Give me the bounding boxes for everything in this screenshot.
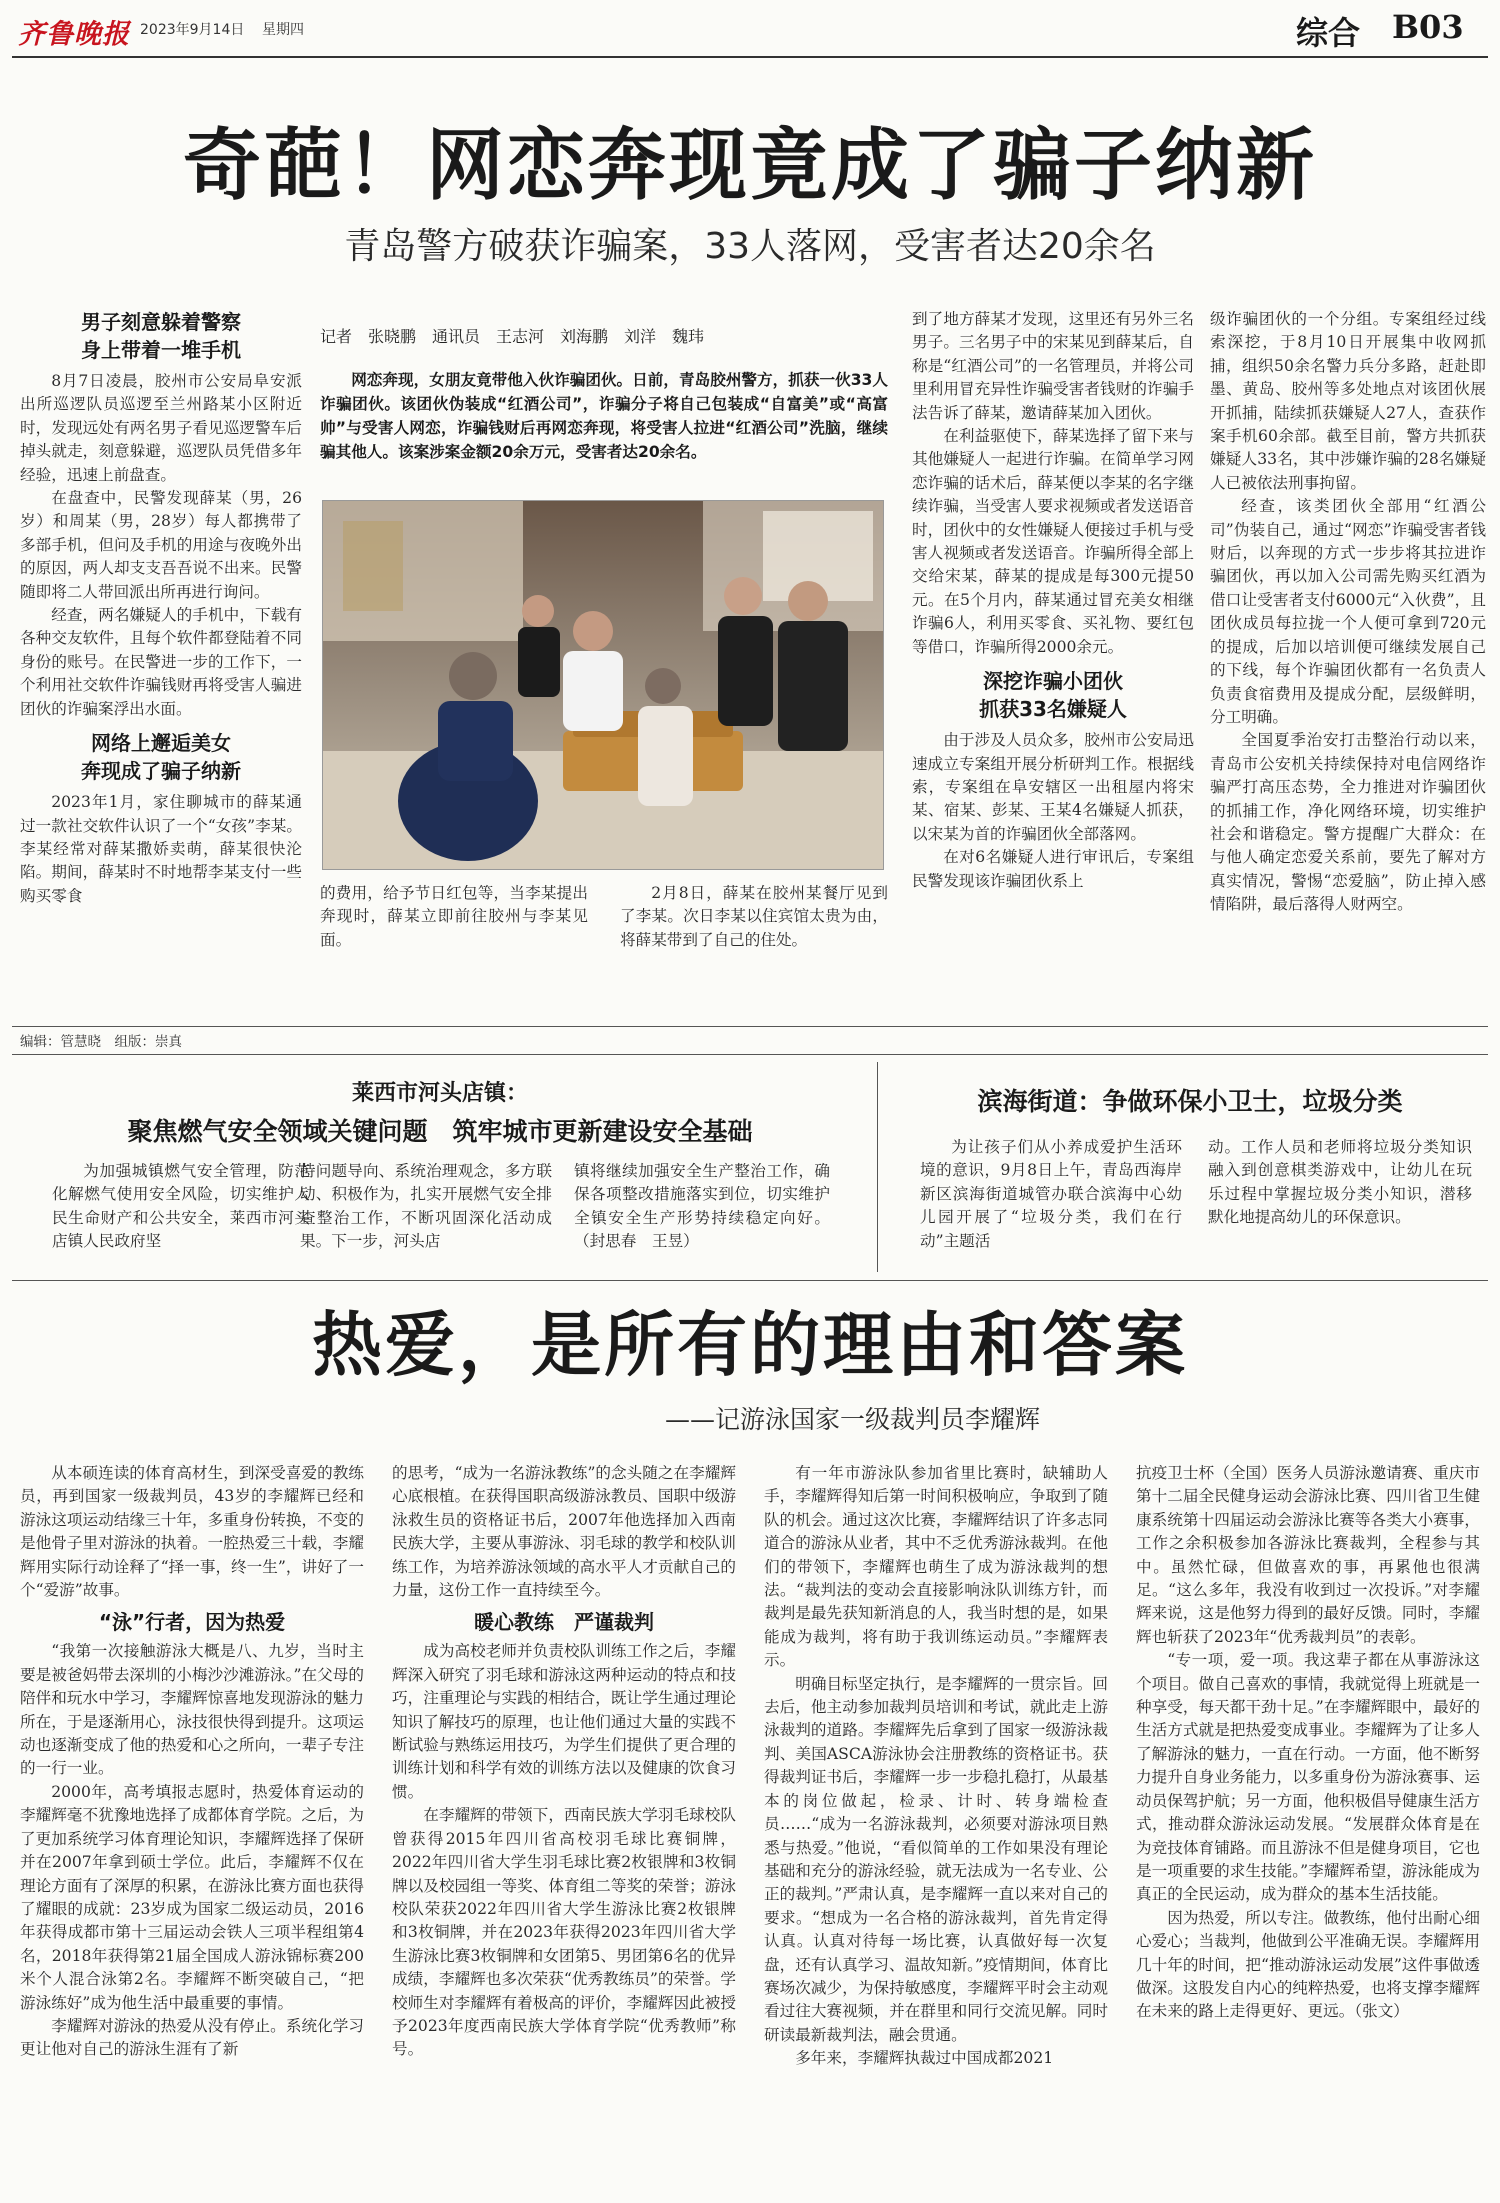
- article2-headline: 聚焦燃气安全领域关键问题 筑牢城市更新建设安全基础: [127, 1117, 753, 1146]
- article1-paragraph: 全国夏季治安打击整治行动以来，青岛市公安机关持续保持对电信网络诈骗严打高压态势，全力推进对诈骗团伙的抓捕工作，净化网络环境，切实维护社会和谐稳定。警方提醒广大群众：在与他人确定恋爱关系前，要先了解对方真实情况，警惕“恋爱脑”，防止掉入感情陷阱，最后落得人财两空。: [1210, 731, 1486, 914]
- article2-column-1: [52, 1160, 310, 1254]
- article4-column-1: [20, 1462, 364, 2062]
- article1-byline: 记者 张晓鹏 通讯员 王志河 刘海鹏 刘洋 魏玮: [320, 327, 705, 346]
- section-divider: [12, 1280, 1488, 1281]
- article1-column-1: [20, 308, 302, 908]
- article1-headline: 奇葩！网恋奔现竟成了骗子纳新: [182, 120, 1317, 211]
- article4-column-3: [764, 1462, 1108, 2071]
- article4-paragraph: 明确目标坚定执行，是李耀辉的一贯宗旨。回去后，他主动参加裁判员培训和考试，就此走上游泳裁判的道路。李耀辉先后拿到了国家一级游泳裁判、美国ASCA游泳协会注册教练的资格证书。获得裁判证书后，李耀辉一步一步稳扎稳打，从最基本的岗位做起，检录、计时、转身端检查员……“成为一名游泳裁判，必须要对游泳项目熟悉与热爱。”他说，“看似简单的工作如果没有理论基础和充分的游泳经验，就无法成为一名专业、公正的裁判。”严肃认真，是李耀辉一直以来对自己的要求。“想成为一名合格的游泳裁判，首先肯定得认真。认真对待每一场比赛，认真做好每一次复盘，还有认真学习、温故知新。”疫情期间，体育比赛场次减少，为保持敏感度，李耀辉平时会主动观看过往大赛视频，并在群里和同行交流见解。同时研读最新裁判法，融会贯通。: [764, 1674, 1108, 2044]
- article2-paragraph: 为加强城镇燃气安全管理，防范化解燃气使用安全风险，切实维护人民生命财产和公共安全，莱西市河头店镇人民政府坚: [52, 1162, 310, 1251]
- section-divider: [12, 1026, 1488, 1027]
- article1-paragraph: 在盘查中，民警发现薛某（男，26岁）和周某（男，28岁）每人都携带了多部手机，但问及手机的用途与夜晚外出的原因，两人却支支吾吾说不出来。民警随即将二人带回派出所再进行询问。: [20, 489, 302, 601]
- news-photo: [322, 500, 884, 870]
- section-name: 综合: [1296, 14, 1361, 52]
- article4-subheadline: ——记游泳国家一级裁判员李耀辉: [664, 1405, 1040, 1434]
- article1-paragraph: 2月8日，薛某在胶州某餐厅见到了李某。次日李某以住宾馆太贵为由，将薛某带到了自己的住处。: [620, 884, 888, 949]
- article3-paragraph: 为让孩子们从小养成爱护生活环境的意识，9月8日上午，青岛西海岸新区滨海街道城管办联合滨海中心幼儿园开展了“垃圾分类，我们在行动”主题活: [920, 1138, 1182, 1250]
- article3-headline: 滨海街道：争做环保小卫士，垃圾分类: [977, 1087, 1403, 1116]
- article1-paragraph: 的费用，给予节日红包等，当李某提出奔现时，薛某立即前往胶州与李某见面。: [320, 884, 588, 949]
- article4-paragraph: 多年来，李耀辉执裁过中国成都2021: [795, 2049, 1054, 2068]
- article1-lead: 网恋奔现，女朋友竟带他入伙诈骗团伙。日前，青岛胶州警方，抓获一伙33人诈骗团伙。该团伙伪装成“红酒公司”，诈骗分子将自己包装成“自富美”或“高富帅”与受害人网恋，诈骗钱财后再网恋奔现，将受害人拉进“红酒公司”洗脑，继续骗其他人。该案涉案金额20余万元，受害者达20余名。: [320, 371, 888, 461]
- page-number: B03: [1392, 8, 1464, 46]
- article1-column-5: [1210, 308, 1486, 917]
- article2-column-3: [574, 1160, 830, 1254]
- article1-paragraph: 经查，两名嫌疑人的手机中，下载有各种交友软件，且每个软件都登陆着不同身份的账号。在民警进一步的工作下，一个利用社交软件诈骗钱财再将受害人骗进团伙的诈骗案浮出水面。: [20, 606, 302, 718]
- article1-subhead-2: 网络上邂逅美女 奔现成了骗子纳新: [81, 731, 241, 784]
- article1-below-photo-right: [620, 882, 888, 952]
- masthead-rule: [12, 56, 1488, 58]
- article2-paragraph: 镇将继续加强安全生产整治工作，确保各项整改措施落实到位，切实维护全镇安全生产形势持续稳定向好。（封思春 王昱）: [574, 1162, 830, 1251]
- photo-illustration: [323, 501, 884, 870]
- article1-paragraph: 2023年1月，家住聊城市的薛某通过一款社交软件认识了一个“女孩”李某。李某经常对薛某撒娇卖萌，薛某很快沦陷。期间，薛某时不时地帮李某支付一些购买零食: [20, 793, 302, 905]
- article1-paragraph: 到了地方薛某才发现，这里还有另外三名男子。三名男子中的宋某见到薛某后，自称是“红酒公司”的一名管理员，并将公司里利用冒充异性诈骗受害者钱财的诈骗手法告诉了薛某，邀请薛某加入团伙。: [912, 310, 1194, 422]
- article1-column-4: [912, 308, 1194, 893]
- article3-column-1: [920, 1136, 1182, 1253]
- article4-paragraph: 在李耀辉的带领下，西南民族大学羽毛球校队曾获得2015年四川省高校羽毛球比赛铜牌，2022年四川省大学生羽毛球比赛2枚银牌和3枚铜牌以及校园组一等奖、体育组二等奖的荣誉；游泳校队荣获2022年四川省大学生游泳比赛2枚银牌和3枚铜牌，并在2023年获得2023年四川省大学生游泳比赛3枚铜牌和女团第5、男团第6名的优异成绩，李耀辉也多次荣获“优秀教练员”的荣誉。学校师生对李耀辉有着极高的评价，李耀辉因此被授予2023年度西南民族大学体育学院“优秀教师”称号。: [392, 1806, 736, 2059]
- article4-paragraph: 从本硕连读的体育高材生，到深受喜爱的教练员，再到国家一级裁判员，43岁的李耀辉已经和游泳这项运动结缘三十年，多重身份转换，不变的是他骨子里对游泳的执着。一腔热爱三十载，李耀辉用实际行动诠释了“择一事，终一生”，讲好了一个“爱游”故事。: [20, 1464, 364, 1600]
- article4-paragraph: 成为高校老师并负责校队训练工作之后，李耀辉深入研究了羽毛球和游泳这两种运动的特点和技巧，注重理论与实践的相结合，既让学生通过理论知识了解技巧的原理，也让他们通过大量的实践不断试验与熟练运用技巧，为学生们提供了更合理的训练计划和科学有效的训练方法以及健康的饮食习惯。: [392, 1642, 736, 1801]
- article1-subhead-1: 男子刻意躲着警察 身上带着一堆手机: [81, 310, 241, 362]
- article4-column-2: [392, 1462, 736, 2062]
- article1-below-photo-left: [320, 882, 588, 952]
- article4-paragraph: 因为热爱，所以专注。做教练，他付出耐心细心爱心；当裁判，他做到公平准确无误。李耀辉用几十年的时间，把“推动游泳运动发展”这件事做透做深。这股发自内心的纯粹热爱，也将支撑李耀辉在未来的路上走得更好、更远。（张文）: [1136, 1908, 1480, 2021]
- article4-paragraph: “我第一次接触游泳大概是八、九岁，当时主要是被爸妈带去深圳的小梅沙沙滩游泳。”在父母的陪伴和玩水中学习，李耀辉惊喜地发现游泳的魅力所在，于是逐渐用心，泳技很快得到提升。这项运动也逐渐变成了他的热爱和心之所向，一辈子专注的一行一业。: [20, 1642, 364, 1778]
- article1-paragraph: 8月7日凌晨，胶州市公安局阜安派出所巡逻队员巡逻至兰州路某小区附近时，发现远处有两名男子看见巡逻警车后掉头就走，刻意躲避，巡逻队员凭借多年经验，迅速上前盘查。: [20, 372, 302, 484]
- article3-column-2: [1208, 1136, 1472, 1230]
- article4-headline: 热爱，是所有的理由和答案: [312, 1303, 1188, 1386]
- article1-subhead-3: 深挖诈骗小团伙 抓获33名嫌疑人: [979, 669, 1127, 722]
- article1-paragraph: 经查，该类团伙全部用“红酒公司”伪装自己，通过“网恋”诈骗受害者钱财后，以奔现的方式一步步将其拉进诈骗团伙，再以加入公司需先购买红酒为借口让受害者支付6000元“入伙费”，且团伙成员每拉拢一个人便可拿到720元的提成，后加以培训便可继续发展自己的下线，每个诈骗团伙都有一名负责人负责食宿费用及提成分配，层级鲜明，分工明确。: [1210, 497, 1486, 726]
- masthead: [0, 0, 1500, 60]
- article1-paragraph: 在对6名嫌疑人进行审讯后，专案组民警发现该诈骗团伙系上: [912, 848, 1194, 890]
- article1-paragraph: 级诈骗团伙的一个分组。专案组经过线索深挖，于8月10日开展集中收网抓捕，组织50余名警力兵分多路，赶赴即墨、黄岛、胶州等多处地点对该团伙展开抓捕，陆续抓获嫌疑人27人，查获作案手机60余部。截至目前，警方共抓获嫌疑人33名，其中涉嫌诈骗的28名嫌疑人已被依法刑事拘留。: [1210, 310, 1486, 492]
- article2-column-2: [300, 1160, 552, 1254]
- article4-paragraph: 2000年，高考填报志愿时，热爱体育运动的李耀辉毫不犹豫地选择了成都体育学院。之后，为了更加系统学习体育理论知识，李耀辉选择了保研并在2007年拿到硕士学位。此后，李耀辉不仅在理论方面有了深厚的积累，在游泳比赛方面也获得了耀眼的成就：23岁成为国家二级运动员，2016年获得成都市第十三届运动会铁人三项半程组第4名，2018年获得第21届全国成人游泳锦标赛200米个人混合泳第2名。李耀辉不断突破自己，“把游泳练好”成为他生活中最重要的事情。: [20, 1782, 364, 2012]
- issue-weekday: 星期四: [262, 22, 304, 38]
- paper-name: 齐鲁晚报: [18, 19, 130, 50]
- article2-paragraph: 持问题导向、系统治理观念，多方联动、积极作为，扎实开展燃气安全排查整治工作，不断巩固深化活动成果。下一步，河头店: [300, 1162, 552, 1251]
- article4-paragraph: 的思考，“成为一名游泳教练”的念头随之在李耀辉心底根植。在获得国职高级游泳教员、国职中级游泳救生员的资格证书后，2007年他选择加入西南民族大学，主要从事游泳、羽毛球的教学和校队训练工作，为培养游泳领域的高水平人才贡献自己的力量，这份工作一直持续至今。: [392, 1464, 736, 1600]
- article1-paragraph: 在利益驱使下，薛某选择了留下来与其他嫌疑人一起进行诈骗。在简单学习网恋诈骗的话术后，薛某便以李某的名字继续诈骗，当受害人要求视频或者发送语音时，团伙中的女性嫌疑人便接过手机与受害人视频或者发送语音。诈骗所得全部上交给宋某，薛某的提成是每300元提50元。在5个月内，薛某通过冒充美女相继诈骗6人，利用买零食、买礼物、要红包等借口，诈骗所得2000余元。: [912, 427, 1194, 656]
- article1-subheadline: 青岛警方破获诈骗案，33人落网，受害者达20余名: [344, 226, 1156, 267]
- section-divider: [12, 1054, 1488, 1055]
- article4-subhead-1: “泳”行者，因为热爱: [98, 1610, 286, 1635]
- article4-paragraph: 抗疫卫士杯（全国）医务人员游泳邀请赛、重庆市第十二届全民健身运动会游泳比赛、四川省卫生健康系统第十四届运动会游泳比赛等各类大小赛事，工作之余积极参加各游泳比赛裁判，全程参与其中。虽然忙碌，但做喜欢的事，再累他也很满足。“这么多年，我没有收到过一次投诉。”对李耀辉来说，这是他努力得到的最好反馈。同时，李耀辉也斩获了2023年“优秀裁判员”的表彰。: [1136, 1464, 1480, 1646]
- article3-paragraph: 动。工作人员和老师将垃圾分类知识融入到创意棋类游戏中，让幼儿在玩乐过程中掌握垃圾分类小知识，潜移默化地提高幼儿的环保意识。: [1208, 1138, 1472, 1227]
- editor-line: 编辑：管慧晓 组版：崇真: [20, 1034, 182, 1050]
- article4-paragraph: 有一年市游泳队参加省里比赛时，缺辅助人手，李耀辉得知后第一时间积极响应，争取到了随队的机会。通过这次比赛，李耀辉结识了许多志同道合的游泳从业者，其中不乏优秀游泳裁判。在他们的带领下，李耀辉也萌生了成为游泳裁判的想法。“裁判法的变动会直接影响泳队训练方针，而裁判是最先获知新消息的人，我当时想的是，如果能成为裁判，将有助于我训练运动员。”李耀辉表示。: [764, 1464, 1108, 1670]
- issue-date: 2023年9月14日: [140, 22, 245, 38]
- article4-subhead-2: 暖心教练 严谨裁判: [474, 1610, 654, 1635]
- article4-paragraph: “专一项，爱一项。我这辈子都在从事游泳这个项目。做自己喜欢的事情，我就觉得上班就是一种享受，每天都干劲十足。”在李耀辉眼中，最好的生活方式就是把热爱变成事业。李耀辉为了让多人了解游泳的魅力，一直在行动。一方面，他不断努力提升自身业务能力，以多重身份为游泳赛事、运动员保驾护航；另一方面，他积极倡导健康生活方式，推动群众游泳运动发展。“发展群众体育是在为竞技体育铺路。而且游泳不但是健身项目，它也是一项重要的求生技能。”李耀辉希望，游泳能成为真正的全民运动，成为群众的基本生活技能。: [1136, 1651, 1480, 1904]
- article1-paragraph: 由于涉及人员众多，胶州市公安局迅速成立专案组开展分析研判工作。根据线索，专案组在阜安辖区一出租屋内将宋某、宿某、彭某、王某4名嫌疑人抓获，以宋某为首的诈骗团伙全部落网。: [912, 731, 1194, 843]
- article4-paragraph: 李耀辉对游泳的热爱从没有停止。系统化学习更让他对自己的游泳生涯有了新: [20, 2016, 364, 2059]
- article4-column-4: [1136, 1462, 1480, 2024]
- article2-kicker: 莱西市河头店镇：: [351, 1080, 528, 1106]
- column-divider: [877, 1062, 878, 1272]
